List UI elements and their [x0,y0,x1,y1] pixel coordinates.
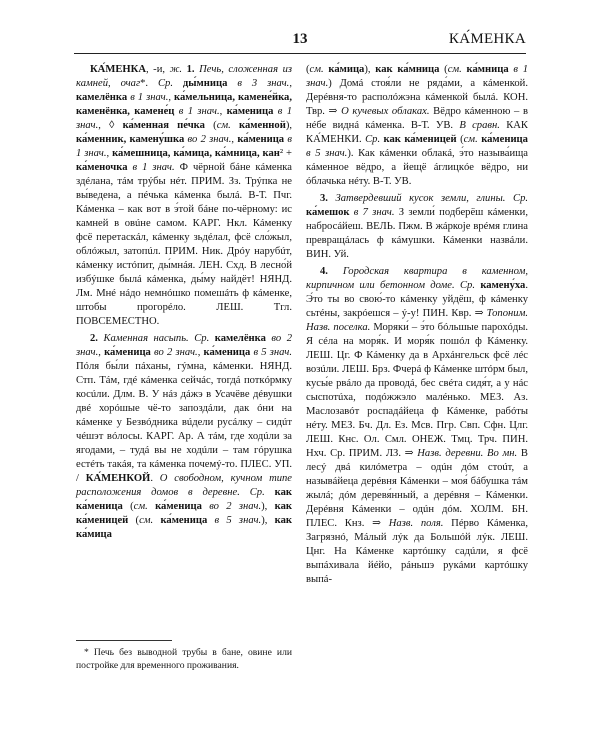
entry-text [328,266,343,277]
gloss-text: Топоним. Назв. поселка. [306,308,528,333]
gloss-text: во 2 знач. [76,333,292,358]
gloss-text: Ср. [459,280,475,291]
headword-text: ка́мница [466,64,509,75]
gloss-text: в 1 знач. [76,134,292,159]
gloss-text: О кучевых облаках. [341,106,430,117]
gloss-text: в 3 знач. [237,78,290,89]
gloss-text: в 1 знач. [132,162,175,173]
headword-text: ка́мешница, ка́мица, ка́мница, кан [112,148,280,159]
entry-text: ( [204,120,217,131]
entry-text: КАК КА́МЕНКИ. [306,120,528,145]
page-header [74,30,526,52]
dictionary-paragraph [306,192,528,262]
entry-text: Вёдро кáменною – в нéбе виднá кáменка. В-Т. УВ. [306,106,528,131]
entry-text: . Э́то ты во свою́-то кáменку уйдёш, ф кáменку сьтéны, закрóешся – ý-у! ПИН. Квр. ⇒ [306,280,528,319]
gloss-text: в 1 знач. [178,106,220,117]
entry-text: , ◊ [98,120,123,131]
entry-text: ( [128,515,140,526]
entry-text: , -и, [145,64,170,75]
headword-text: 4. [320,266,328,277]
entry-text [148,501,155,512]
headword-text: как ка́меница [76,487,292,512]
entry-text [505,193,513,204]
headword-text: камелёнка [76,92,128,103]
entry-text: ). Как кáменки облакá, э́то называ́ищa кáменное вёдро, а йещё áглицкóе вёдро, ни óблачька нéту. В-Т. УВ. [306,148,528,187]
headword-text: как ка́меницей [76,501,292,526]
gloss-text: в 5 знач. [214,515,262,526]
gloss-text: Печь, сложенная из камней, очаг [76,64,292,89]
entry-text: , [168,92,175,103]
left-column [76,63,292,542]
entry-text: ), [261,501,275,512]
entry-text: Ф чёрной бáне кáменка здéлана, тáм трýбы нéт. ПРИМ. Зз. Трýпка не вы́ведена, а пéчька кáменка былá. В-Т. Пчг. Кáменка – как вот в э́той бáне по-чёрному: ис камней в овúне самом. КАРГ. Нкл. Кáменку фсё перетаскáл, кáменку зьдéлал, фсё сло́жыл, облóжыл, затопúл. ПРИМ. Ник. Дрóу нарубúт, кáменку истóпит, ды́мнáя. ЛЕН. Схд. В лесно́й избýшке былá кáменка, ды́му найдёт! НЯНД. Лм. Мнé нáдо немнóшко помешáть ф кáменке, штобы прогорéло. ЛЕШ. Тгл. ПОВСЕМЕСТНО. [76,162,292,327]
headword-text: ка́менная пе́чка [122,120,205,131]
headword-text: ка́мица [328,64,365,75]
headword-text: ка́меница [203,347,251,358]
entry-text: Пéрво Кáменка, Загрязнó, Мáлый лýк да Большóй лýк. ЛЕШ. Цнг. На Кáменке картóшку садúли, я фсё выпáхивала йéйо, рáньшэ рукáми картóшку выпá- [306,518,528,585]
gloss-text: в 1 знач. [130,92,169,103]
headword-text: ка́мешок [306,207,350,218]
headword-text: ка́меница [481,134,528,145]
entry-text [207,515,214,526]
headword-text: ка́меница [104,347,151,358]
entry-text: *. [140,78,158,89]
entry-text [328,193,336,204]
gloss-text: в 5 знач. [253,347,292,358]
gloss-text: в 1 знач. [306,64,528,89]
entry-text [173,78,183,89]
gloss-text: Ср. [513,193,529,204]
headword-text: ка́меница [237,134,285,145]
headword-text: как ка́меницей [383,134,457,145]
entry-text: ( [122,501,134,512]
headword-text: 1. [186,64,195,75]
entry-text [227,78,237,89]
entry-text: , [219,106,227,117]
gloss-text: Ср. [157,78,173,89]
headword-text: ка́мельница, камене́йка, каменёнка, камене́ц [76,92,292,117]
headword-text: ды́мница [182,78,228,89]
gloss-text: см. [216,120,231,131]
entry-text [231,120,239,131]
dictionary-paragraph [306,63,528,189]
gloss-text: Ср. [194,333,210,344]
entry-text: З земли́ подберёш кáменки, набросáйеш. ВЕЛЬ. Пжм. В жáркоје врéмя глина превращáлась ф кáмушки. Кáменки назвáли. ВИН. Уй. [306,207,528,260]
headword-text: как ка́мница [375,64,440,75]
gloss-text: см. [447,64,462,75]
footnote-rule [76,640,172,641]
gloss-text: см. [463,134,478,145]
headword-text: КА́МЕНКА [90,64,146,75]
headword-text: ка́меночка [76,162,128,173]
headword-text: ка́меница [155,501,202,512]
gloss-text: во 2 знач. [209,501,262,512]
headword-text: ка́менной [239,120,286,131]
entry-text: ), [364,64,376,75]
entry-text: ), [261,515,275,526]
entry-text: ), [285,120,292,131]
entry-text: , [106,148,113,159]
entry-text: ( [306,64,310,75]
gloss-text: Затвердевший кусок земли, глины. [335,193,506,204]
headword-text: камену́ха [480,280,526,291]
gloss-text: В сравн. [459,120,500,131]
gloss-text: см. [133,501,148,512]
headword-text: КА́МЕНКОЙ [85,473,151,484]
entry-text: , [231,134,238,145]
right-column [306,63,528,587]
gloss-text: Каменная насыпь. [103,333,189,344]
dictionary-paragraph [76,63,292,329]
entry-text [265,487,275,498]
entry-text: ( [456,134,464,145]
headword-text: 2. [90,333,98,344]
entry-text: , [197,347,204,358]
gloss-text: Ср. [249,487,265,498]
headword-text: ка́менник, камену́шка [76,134,185,145]
gloss-text: в 5 знач. [306,148,348,159]
gloss-text: в 7 знач. [353,207,395,218]
dictionary-paragraph [76,332,292,542]
headword-text: камелёнка [214,333,266,344]
gloss-text: в 1 знач. [76,106,292,131]
header-rule [74,53,526,54]
gloss-text: Назв. деревни. [417,448,484,459]
gloss-text: см. [309,64,324,75]
entry-text: ² + [279,148,292,159]
page-number: 13 [292,31,308,47]
entry-text: Моряки́ – э́то бóльшые парохóды. Я сéла на моря́к. И моря́к пошóл ф Кáменку. ЛЕШ. Цг. Ф Кáменку да в Архáнгельск фсё лéс возúли. ЛЕШ. Брз. Фчерá ф Кáменке штóрм был, кусы́е рвáло да проводá, бес свéта сидя́т, а у нáс сыспотúха, подóжжэло малéнько. МЕЗ. Аз. Маслозавóт роспадáйеца ф Кáменке, рабóты нéту. МЕЗ. Бч. Дл. Ез. Мсв. Пгр. Свп. Сфн. Цлг. ЛЕШ. Кнс. Ол. Смл. ОНЕЖ. Тмц. Трч. ПИН. Нхч. Ср. ПРИМ. ЛЗ. ⇒ [306,322,528,459]
entry-text: , [289,78,292,89]
headword-text: ка́меница [226,106,274,117]
entry-text: ) Домá стоя́ли не ряда́ми, а кáменкой. Дерéвня-то располóжэна кáменкой былá. КОН. Твр. ⇒ [306,78,528,117]
gloss-text: Во мн. [487,448,518,459]
gloss-text: Ср. [365,134,381,145]
entry-text: ( [439,64,448,75]
gloss-text: см. [139,515,154,526]
dictionary-paragraph [306,265,528,587]
running-head: КА́МЕНКА [448,31,526,47]
gloss-text: О свободном, кучном типе расположения домов в деревне. [76,473,293,498]
entry-text: В лесý двá килóметра – одúн дóм стоúт, а назывáйеца дерéвня Кáменки – моя́ бáбушка тáм жылá; дóм деревя́нный, а дерéвня – Кáменки. Дерéвня Кáменки – одúн дóм. ХОЛМ. БН. ПЛЕС. Кнз. ⇒ [306,448,528,529]
entry-text: . [150,473,160,484]
entry-text: , [98,347,105,358]
headword-text: как ка́мица [76,515,292,540]
gloss-text: во 2 знач. [187,134,232,145]
gloss-text: ж. [169,64,183,75]
gloss-text: во 2 знач. [154,347,198,358]
gloss-text: Городская квартира в каменном, кирпичном или бетонном доме. [306,266,528,291]
entry-text: Пóля бы́ли пáханы, гýмна, кáменки. НЯНД. Стп. Тáм, гдé кáменка сейчáс, тогдá поткóрмку косúли. Длм. В. У нáз дáжэ в Усачёве дéвушки двé хорóшые чё-то запоздáли, дак óни на кáменке у Безвóдника вúдели русáлку – сидúт чéшэт вóлосы. КАРГ. Ар. А тáм, где ходúли за ягодами, – тудá вы не ходúли – там гóрушка естéть такáя, та кáменка почемý-то. ПЛЕС. УП. / [76,361,292,484]
headword-text: 3. [320,193,328,204]
gloss-text: Назв. поля. [388,518,444,529]
entry-text [240,487,250,498]
headword-text: ка́меница [160,515,208,526]
footnote: * Печь без выводной трубы в бане, овине или постройке для временного проживания. [76,647,292,671]
